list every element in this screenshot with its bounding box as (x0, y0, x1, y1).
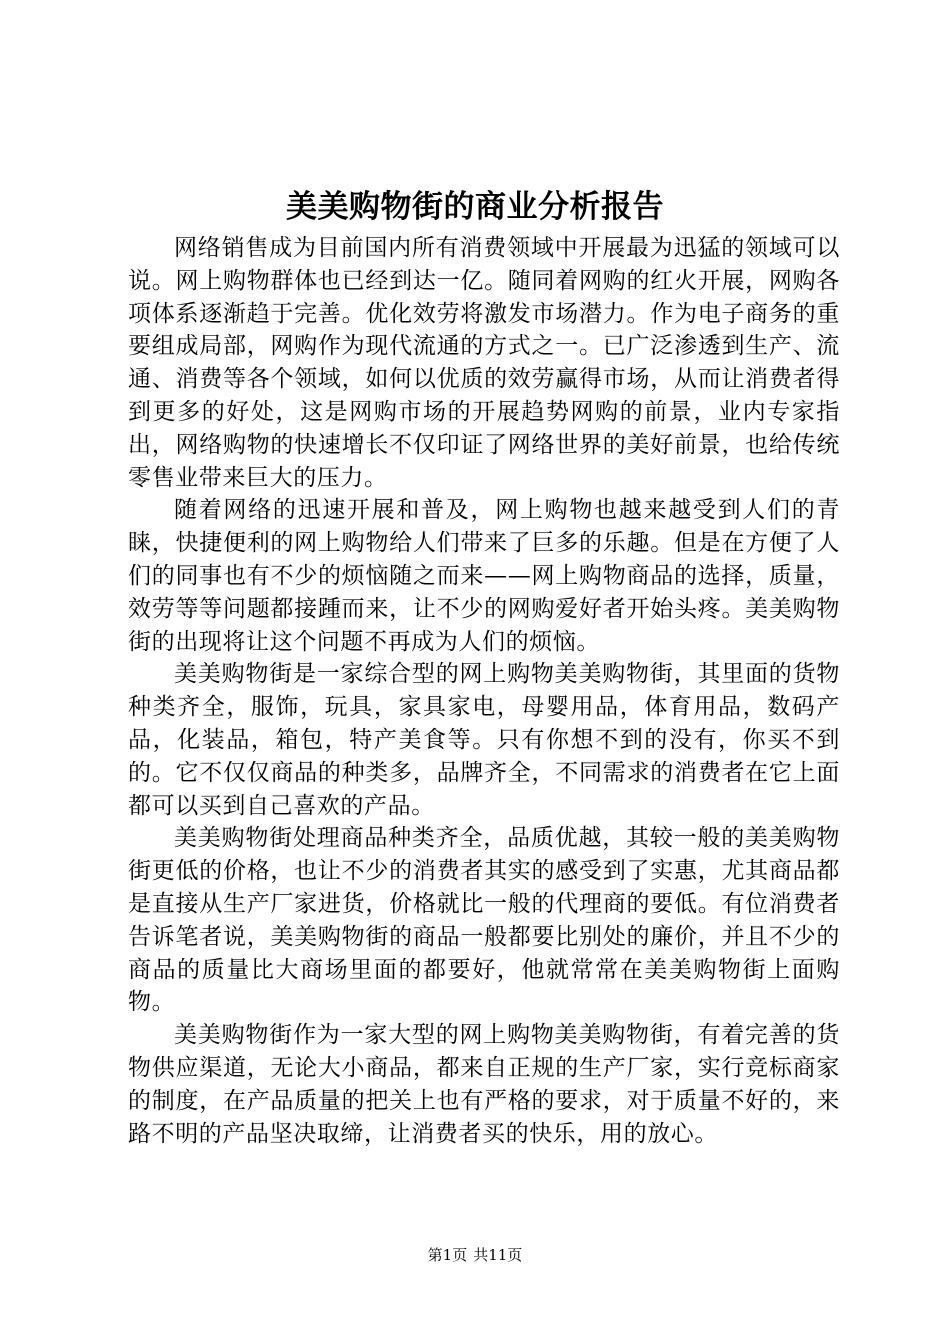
paragraph: 随着网络的迅速开展和普及，网上购物也越来越受到人们的青睐，快捷便利的网上购物给人们带来了巨多的乐趣。但是在方便了人们的同事也有不少的烦恼随之而来——网上购物商品的选择，质量，效劳等等问题都接踵而来，让不少的网购爱好者开始头疼。美美购物街的出现将让这个问题不再成为人们的烦恼。 (128, 497, 840, 655)
page-total: 共11页 (473, 1246, 523, 1264)
paragraph: 美美购物街是一家综合型的网上购物美美购物街，其里面的货物种类齐全，服饰，玩具，家具家电，母婴用品，体育用品，数码产品，化装品，箱包，特产美食等。只有你想不到的没有，你买不到的。它不仅仅商品的种类多，品牌齐全，不同需求的消费者在它上面都可以买到自己喜欢的产品。 (128, 661, 840, 819)
document-body (128, 232, 840, 1150)
page-footer (0, 1243, 950, 1267)
page-number: 第1页 (427, 1246, 468, 1264)
paragraph: 网络销售成为目前国内所有消费领域中开展最为迅猛的领域可以说。网上购物群体也已经到达一亿。随同着网购的红火开展，网购各项体系逐渐趋于完善。优化效劳将激发市场潜力。作为电子商务的重要组成局部，网购作为现代流通的方式之一。已广泛渗透到生产、流通、消费等各个领域，如何以优质的效劳赢得市场，从而让消费者得到更多的好处，这是网购市场的开展趋势网购的前景，业内专家指出，网络购物的快速增长不仅印证了网络世界的美好前景，也给传统零售业带来巨大的压力。 (128, 235, 840, 491)
document-title: 美美购物街的商业分析报告 (286, 189, 664, 225)
paragraph: 美美购物街作为一家大型的网上购物美美购物街，有着完善的货物供应渠道，无论大小商品，都来自正规的生产厂家，实行竞标商家的制度，在产品质量的把关上也有严格的要求，对于质量不好的，来路不明的产品坚决取缔，让消费者买的快乐，用的放心。 (128, 1022, 840, 1147)
paragraph: 美美购物街处理商品种类齐全，品质优越，其较一般的美美购物街更低的价格，也让不少的消费者其实的感受到了实惠，尤其商品都是直接从生产厂家进货，价格就比一般的代理商的要低。有位消费者告诉笔者说，美美购物街的商品一般都要比别处的廉价，并且不少的商品的质量比大商场里面的都要好，他就常常在美美购物街上面购物。 (128, 825, 840, 1016)
